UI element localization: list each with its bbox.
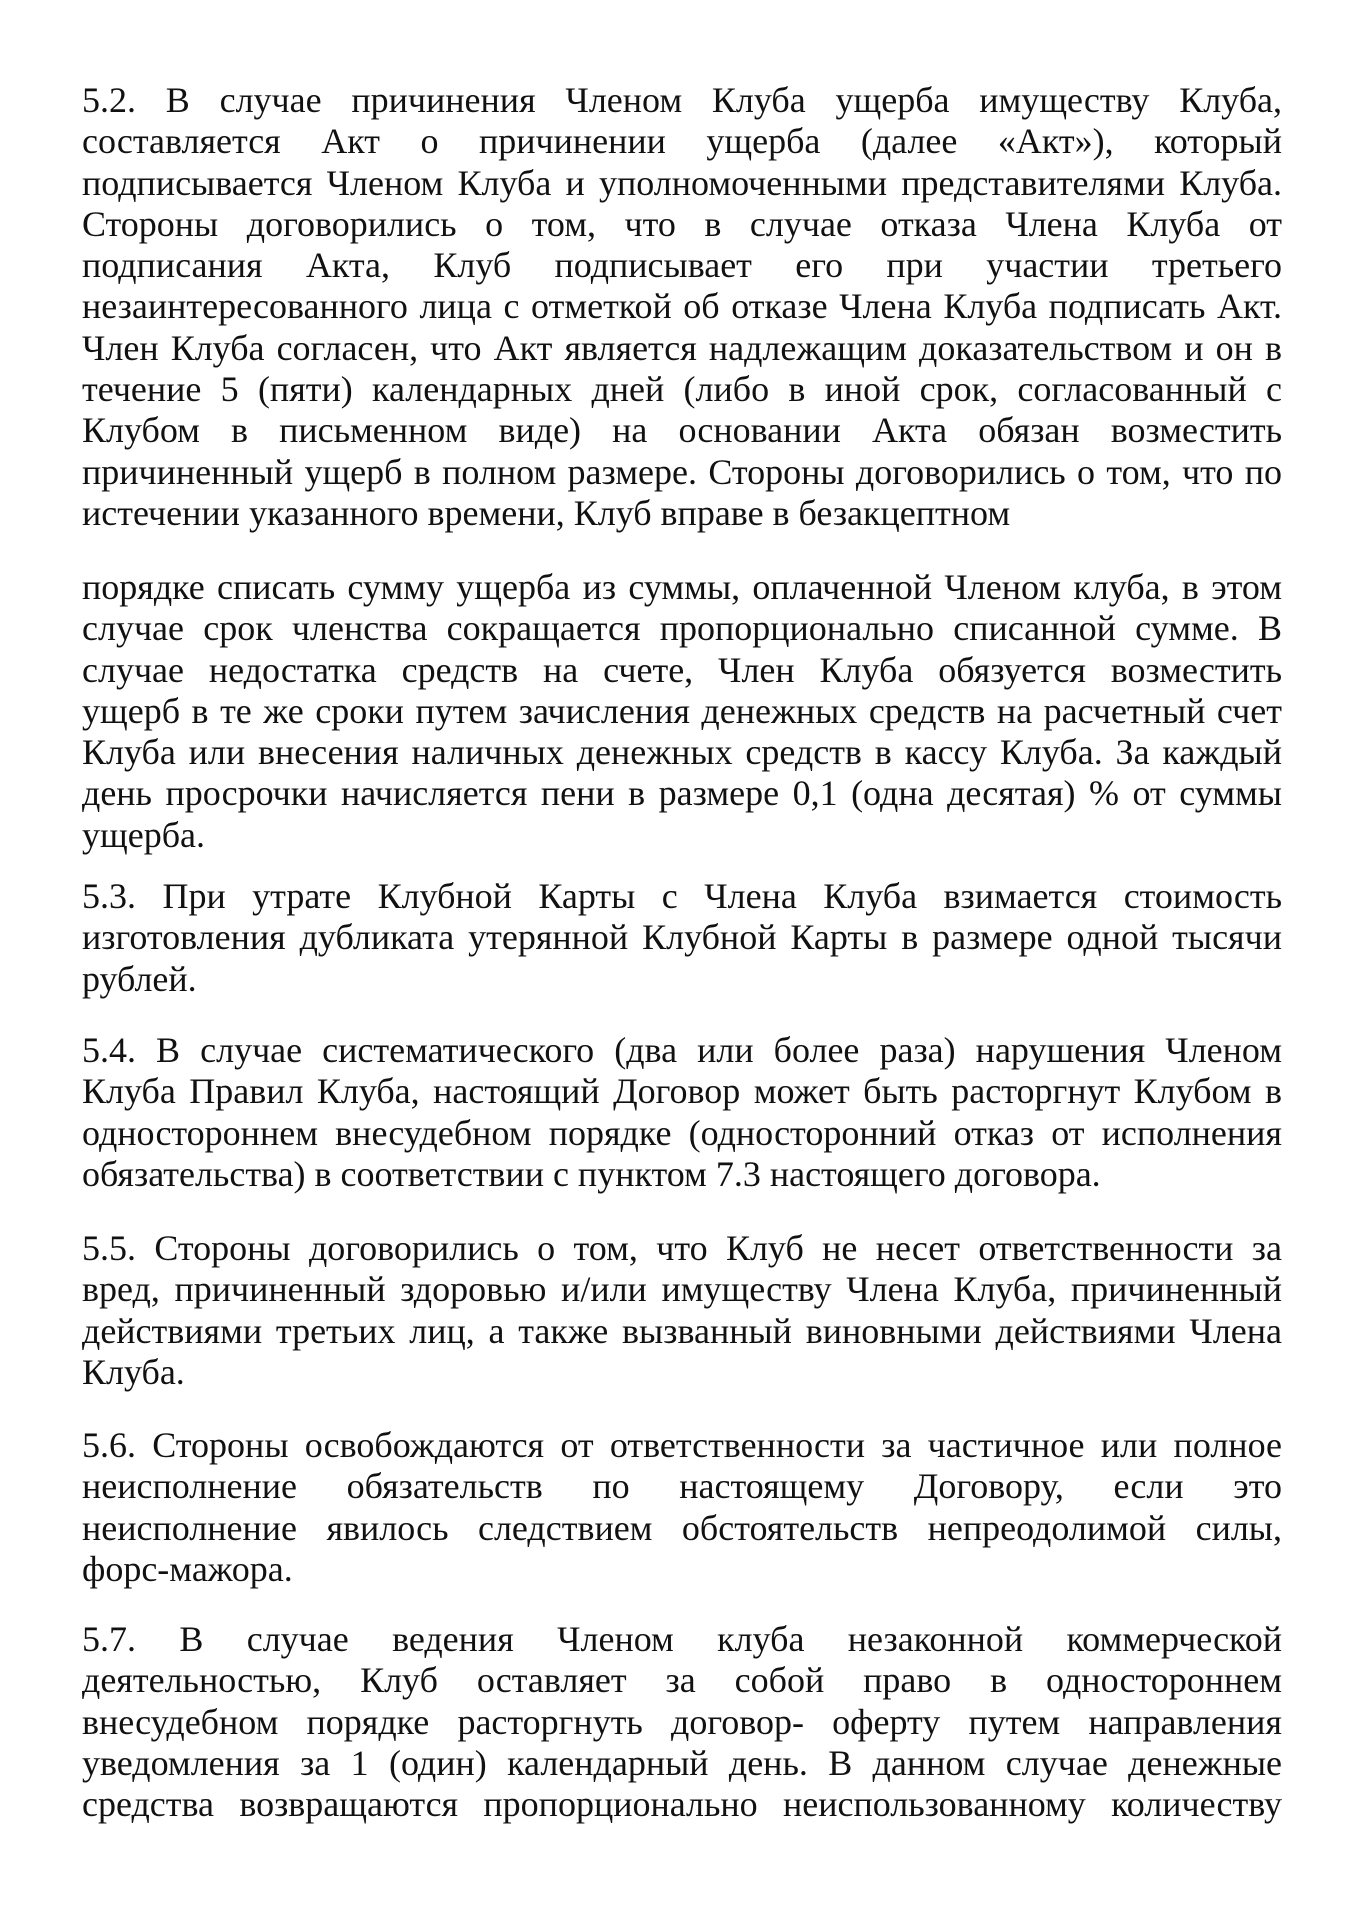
text-line: вред, причиненный здоровью и/или имуществу Члена Клуба, причиненный xyxy=(82,1269,1282,1310)
paragraph-5-4 xyxy=(82,1030,1282,1195)
text-line: 5.3. При утрате Клубной Карты с Члена Клуба взимается стоимость xyxy=(82,876,1282,916)
text-line: рублей. xyxy=(82,958,197,999)
paragraph-5-6 xyxy=(82,1425,1282,1590)
text-line: внесудебном порядке расторгнуть договор- оферту путем направления xyxy=(82,1701,1282,1742)
text-line: ущерба. xyxy=(82,814,205,855)
text-line: 5.6. Стороны освобождаются от ответственности за частичное или полное xyxy=(82,1425,1282,1465)
text-line: одностороннем внесудебном порядке (односторонний отказ от исполнения xyxy=(82,1112,1282,1153)
document-page xyxy=(82,0,1282,1920)
text-line: день просрочки начисляется пени в размере 0,1 (одна десятая) % от суммы xyxy=(82,773,1282,814)
paragraph-5-5 xyxy=(82,1228,1282,1393)
text-line: обязательства) в соответствии с пунктом 7.3 настоящего договора. xyxy=(82,1153,1101,1194)
text-line: 5.2. В случае причинения Членом Клуба ущерба имуществу Клуба, xyxy=(82,80,1282,120)
text-line: подписывается Членом Клуба и уполномоченными представителями Клуба. xyxy=(82,162,1282,203)
text-line: средства возвращаются пропорционально неиспользованному количеству xyxy=(82,1784,1282,1825)
text-line: 5.4. В случае систематического (два или более раза) нарушения Членом xyxy=(82,1030,1282,1070)
text-line: Клуба или внесения наличных денежных средств в кассу Клуба. За каждый xyxy=(82,732,1282,773)
text-line: ущерб в те же сроки путем зачисления денежных средств на расчетный счет xyxy=(82,690,1282,731)
text-line: действиями третьих лиц, а также вызванный виновными действиями Члена xyxy=(82,1310,1282,1351)
text-line: 5.5. Стороны договорились о том, что Клуб не несет ответственности за xyxy=(82,1228,1282,1268)
paragraph-5-7 xyxy=(82,1619,1282,1825)
text-line: Клубом в письменном виде) на основании Акта обязан возместить xyxy=(82,410,1282,451)
text-line: 5.7. В случае ведения Членом клуба незаконной коммерческой xyxy=(82,1619,1282,1659)
text-line: порядке списать сумму ущерба из суммы, оплаченной Членом клуба, в этом xyxy=(82,567,1282,607)
text-line: подписания Акта, Клуб подписывает его при участии третьего xyxy=(82,245,1282,286)
text-line: составляется Акт о причинении ущерба (далее «Акт»), который xyxy=(82,121,1282,162)
text-line: незаинтересованного лица с отметкой об отказе Члена Клуба подписать Акт. xyxy=(82,286,1282,327)
text-line: изготовления дубликата утерянной Клубной Карты в размере одной тысячи xyxy=(82,917,1282,958)
text-line: Член Клуба согласен, что Акт является надлежащим доказательством и он в xyxy=(82,327,1282,368)
paragraph-5-2-continued xyxy=(82,567,1282,856)
text-line: истечении указанного времени, Клуб вправе в безакцептном xyxy=(82,492,1011,533)
text-line: Стороны договорились о том, что в случае отказа Члена Клуба от xyxy=(82,203,1282,244)
text-line: форс-мажора. xyxy=(82,1548,293,1589)
paragraph-5-2 xyxy=(82,80,1282,534)
text-line: случае недостатка средств на счете, Член Клуба обязуется возместить xyxy=(82,649,1282,690)
text-line: неисполнение явилось следствием обстоятельств непреодолимой силы, xyxy=(82,1507,1282,1548)
paragraph-5-3 xyxy=(82,876,1282,1000)
text-line: течение 5 (пяти) календарных дней (либо в иной срок, согласованный с xyxy=(82,369,1282,410)
text-line: случае срок членства сокращается пропорционально списанной сумме. В xyxy=(82,608,1282,649)
text-line: причиненный ущерб в полном размере. Стороны договорились о том, что по xyxy=(82,451,1282,492)
text-line: Клуба Правил Клуба, настоящий Договор может быть расторгнут Клубом в xyxy=(82,1071,1282,1112)
text-line: уведомления за 1 (один) календарный день. В данном случае денежные xyxy=(82,1742,1282,1783)
text-line: Клуба. xyxy=(82,1351,185,1392)
text-line: неисполнение обязательств по настоящему Договору, если это xyxy=(82,1466,1282,1507)
text-line: деятельностью, Клуб оставляет за собой право в одностороннем xyxy=(82,1660,1282,1701)
